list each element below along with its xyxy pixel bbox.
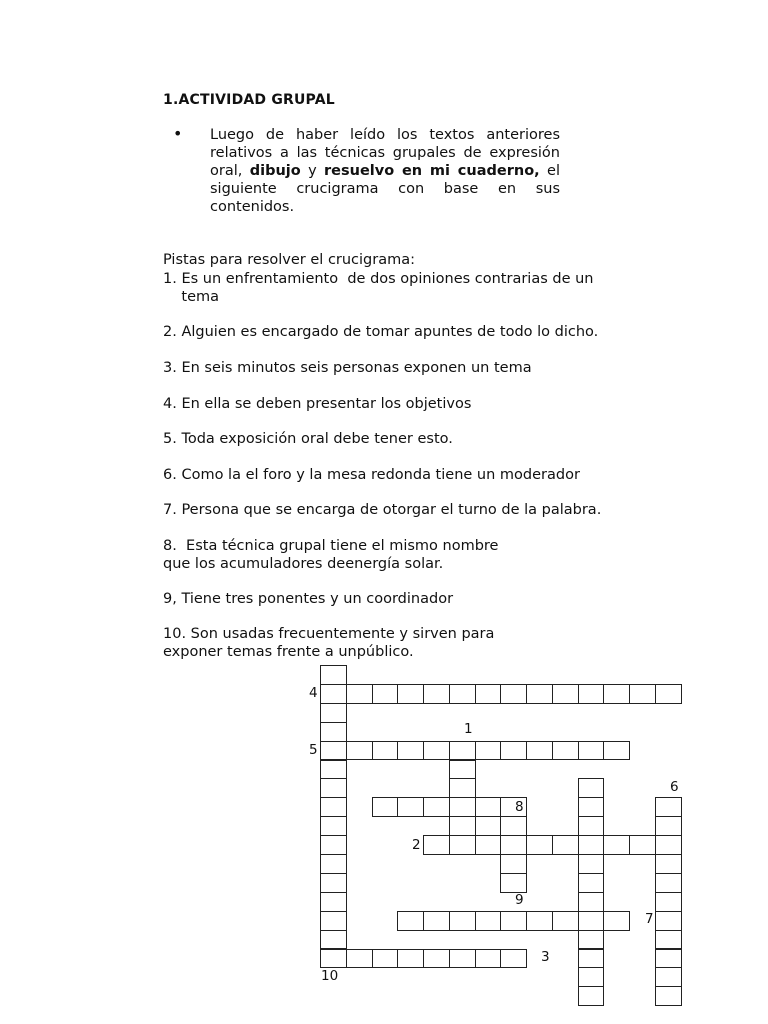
crossword-cell <box>578 684 605 704</box>
crossword-cell <box>320 722 347 742</box>
crossword-cell <box>346 949 373 969</box>
number-1: 1 <box>464 721 473 737</box>
crossword-cell <box>552 741 579 761</box>
crossword-cell <box>578 930 605 950</box>
clue-5: 5. Toda exposición oral debe tener esto. <box>163 431 453 447</box>
bullet-icon: • <box>173 124 183 143</box>
crossword-cell <box>500 816 527 836</box>
crossword-cell <box>320 873 347 893</box>
crossword-cell <box>449 684 476 704</box>
crossword-cell <box>449 797 476 817</box>
crossword-cell <box>552 835 579 855</box>
crossword-cell <box>320 741 347 761</box>
crossword-cell <box>655 816 682 836</box>
crossword-cell <box>423 684 450 704</box>
crossword-cell <box>449 949 476 969</box>
crossword-cell <box>500 835 527 855</box>
crossword-cell <box>397 949 424 969</box>
crossword-cell <box>449 835 476 855</box>
crossword-cell <box>655 967 682 987</box>
crossword-cell <box>629 835 656 855</box>
crossword-cell <box>320 949 347 969</box>
crossword-cell <box>397 741 424 761</box>
crossword-cell <box>578 816 605 836</box>
crossword-cell <box>475 835 502 855</box>
crossword-cell <box>578 911 605 931</box>
crossword-cell <box>449 816 476 836</box>
crossword-cell <box>397 684 424 704</box>
crossword-cell <box>500 854 527 874</box>
crossword-cell <box>320 835 347 855</box>
crossword-cell <box>578 892 605 912</box>
crossword-cell <box>500 741 527 761</box>
crossword-cell <box>320 911 347 931</box>
activity-title: 1.ACTIVIDAD GRUPAL <box>163 92 335 108</box>
instructions-text-1: Luego de haber leído los textos anteriores relativos a las técnicas grupales de expresión oral, <box>210 127 560 179</box>
clue-1: 1. Es un enfrentamiento de dos opiniones contrarias de un tema <box>163 271 594 305</box>
crossword-cell <box>603 835 630 855</box>
clues-heading: Pistas para resolver el crucigrama: <box>163 252 416 268</box>
crossword-cell <box>320 816 347 836</box>
crossword-cell <box>320 760 347 780</box>
crossword-cell <box>603 741 630 761</box>
clue-6: 6. Como la el foro y la mesa redonda tiene un moderador <box>163 467 580 483</box>
crossword-cell <box>629 684 656 704</box>
crossword-cell <box>372 741 399 761</box>
crossword-cell <box>655 911 682 931</box>
crossword-cell <box>578 797 605 817</box>
crossword-cell <box>578 778 605 798</box>
crossword-cell <box>320 703 347 723</box>
crossword-cell <box>346 741 373 761</box>
crossword-cell <box>552 684 579 704</box>
crossword-cell <box>449 760 476 780</box>
crossword-cell <box>655 797 682 817</box>
crossword-cell <box>423 741 450 761</box>
crossword-cell <box>655 684 682 704</box>
clue-2: 2. Alguien es encargado de tomar apuntes de todo lo dicho. <box>163 324 599 340</box>
crossword-cell <box>423 835 450 855</box>
number-9: 9 <box>515 892 524 908</box>
instructions-bold-2: resuelvo en mi cuaderno, <box>324 163 540 179</box>
crossword-cell <box>423 797 450 817</box>
clue-10: 10. Son usadas frecuentemente y sirven para exponer temas frente a unpúblico. <box>163 626 495 660</box>
crossword-cell <box>655 835 682 855</box>
crossword-cell <box>526 835 553 855</box>
crossword-cell <box>578 967 605 987</box>
crossword-cell <box>397 911 424 931</box>
instructions-paragraph <box>210 126 560 216</box>
crossword-cell <box>578 873 605 893</box>
crossword-cell <box>475 797 502 817</box>
crossword-cell <box>346 684 373 704</box>
crossword-cell <box>320 665 347 685</box>
clue-3: 3. En seis minutos seis personas exponen un tema <box>163 360 532 376</box>
crossword-cell <box>475 741 502 761</box>
number-8: 8 <box>515 799 524 815</box>
crossword-cell <box>320 684 347 704</box>
crossword-cell <box>655 930 682 950</box>
number-2: 2 <box>412 837 421 853</box>
clue-8: 8. Esta técnica grupal tiene el mismo nombre que los acumuladores deenergía solar. <box>163 538 499 572</box>
number-6: 6 <box>670 779 679 795</box>
crossword-cell <box>449 778 476 798</box>
number-5: 5 <box>309 742 318 758</box>
crossword-cell <box>500 911 527 931</box>
crossword-cell <box>500 873 527 893</box>
crossword-cell <box>526 911 553 931</box>
crossword-cell <box>423 949 450 969</box>
number-7: 7 <box>645 911 654 927</box>
instructions-text-2: y <box>300 163 325 179</box>
crossword-cell <box>320 892 347 912</box>
crossword-cell <box>475 949 502 969</box>
clue-4: 4. En ella se deben presentar los objetivos <box>163 396 472 412</box>
crossword-cell <box>655 949 682 969</box>
crossword-cell <box>423 911 450 931</box>
clue-9: 9, Tiene tres ponentes y un coordinador <box>163 591 454 607</box>
crossword-cell <box>578 949 605 969</box>
crossword-cell <box>320 778 347 798</box>
crossword-cell <box>372 949 399 969</box>
number-10: 10 <box>321 968 339 984</box>
instructions-text-3: el siguiente crucigrama con base en sus contenidos. <box>210 163 560 215</box>
crossword-cell <box>578 854 605 874</box>
clue-7: 7. Persona que se encarga de otorgar el turno de la palabra. <box>163 502 602 518</box>
number-4: 4 <box>309 685 318 701</box>
crossword-cell <box>372 797 399 817</box>
crossword-cell <box>449 911 476 931</box>
crossword-cell <box>500 949 527 969</box>
crossword-cell <box>603 684 630 704</box>
crossword-cell <box>320 930 347 950</box>
crossword-cell <box>578 835 605 855</box>
crossword-cell <box>578 741 605 761</box>
crossword-cell <box>655 986 682 1006</box>
crossword-cell <box>655 854 682 874</box>
crossword-cell <box>475 911 502 931</box>
crossword-cell <box>603 911 630 931</box>
instructions-bold-1: dibujo <box>249 163 301 179</box>
crossword-cell <box>552 911 579 931</box>
crossword-cell <box>578 986 605 1006</box>
crossword-cell <box>475 684 502 704</box>
crossword-cell <box>526 684 553 704</box>
crossword-cell <box>500 684 527 704</box>
crossword-cell <box>372 684 399 704</box>
crossword-cell <box>320 797 347 817</box>
crossword-cell <box>655 892 682 912</box>
crossword-cell <box>449 741 476 761</box>
crossword-cell <box>397 797 424 817</box>
crossword-cell <box>655 873 682 893</box>
crossword-cell <box>526 741 553 761</box>
crossword-cell <box>320 854 347 874</box>
number-3: 3 <box>541 949 550 965</box>
